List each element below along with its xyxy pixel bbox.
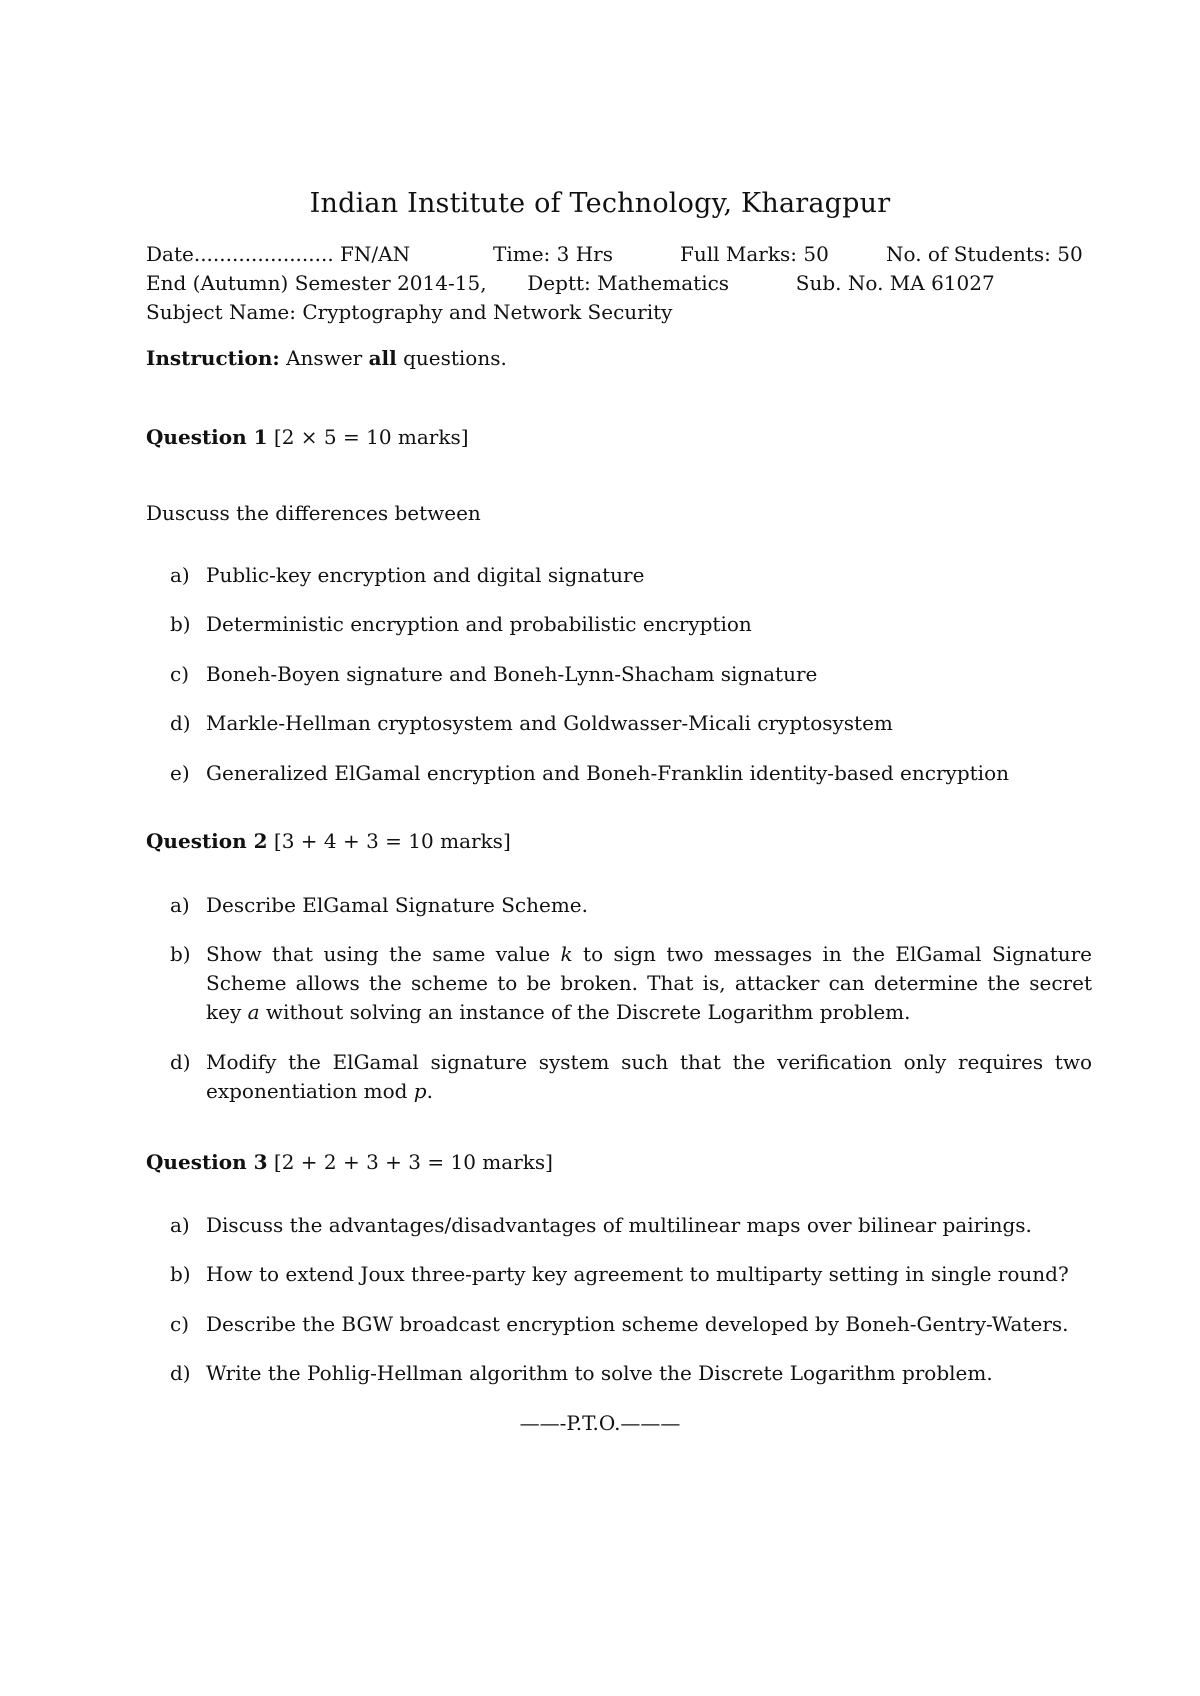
semester: End (Autumn) Semester 2014-15, xyxy=(146,271,487,295)
question-1-intro: Duscuss the differences between xyxy=(146,501,481,525)
institute-title: Indian Institute of Technology, Kharagpur xyxy=(309,188,891,219)
question-2-marks: [3 + 4 + 3 = 10 marks] xyxy=(273,829,511,853)
pto-footer: ——-P.T.O.——— xyxy=(519,1411,681,1435)
question-1-title: Question 1 xyxy=(146,425,268,449)
subject-number: Sub. No. MA 61027 xyxy=(795,271,995,295)
question-1-marks: [2 × 5 = 10 marks] xyxy=(273,425,469,449)
full-marks: Full Marks: 50 xyxy=(680,242,829,266)
instruction-label: Instruction: xyxy=(146,346,280,370)
instruction: Instruction: Answer all questions. xyxy=(146,346,507,370)
duration: Time: 3 Hrs xyxy=(493,242,613,266)
date-field: Date...................... FN/AN xyxy=(146,242,411,266)
question-3-heading xyxy=(146,1150,553,1174)
question-2-title: Question 2 xyxy=(146,829,268,853)
department: Deptt: Mathematics xyxy=(527,271,730,295)
student-count: No. of Students: 50 xyxy=(886,242,1083,266)
exam-meta-row-2 xyxy=(146,271,995,295)
question-3-marks: [2 + 2 + 3 + 3 = 10 marks] xyxy=(273,1150,553,1174)
exam-page: Indian Institute of Technology, Kharagpur Date...................... FN/AN Time: 3 Hrs Full Marks: 50 No. of Students: 50 End (Autumn) Semester 2014-15, Deptt: Mathematics Sub. No. MA 61027 Subject Name: Cryptography and Network Security Instruction: Answer all questions. Question 1 [2 × 5 = 10 marks] Duscuss the differences between a) Public-key encryption and digital signature b) Deterministic encryption and probabilistic encryption c) Boneh-Boyen signature and Boneh-Lynn-Shacham signature d) Markle-Hellman cryptosystem and Goldwasser-Micali cryptosystem e) Generalized ElGamal encryption and Boneh-Franklin identity-based encryption Question 2 [3 + 4 + 3 = 10 marks] a) Describe ElGamal Signature Scheme. b) Show that using the same value k to sign two messages in the ElGamal Signature Scheme allows the scheme to be broken. That is, attacker can determine the secret key a without solving an instance of the Discrete Logarithm problem. d) Modify the ElGamal signature system such that the verification only requires two exponentiation mod p. Question 3 [2 + 2 + 3 + 3 = 10 marks] a) Discuss the advantages/disadvantages of multilinear maps over bilinear pairings. b) How to extend Joux three-party key agreement to multiparty setting in single round? c) Describe the BGW broadcast encryption scheme developed by Boneh-Gentry-Waters. d) Write the Pohlig-Hellman algorithm to solve the Discrete Logarithm problem. ——-P.T.O.——— xyxy=(0,0,1200,1696)
question-3-title: Question 3 xyxy=(146,1150,268,1174)
question-1-heading xyxy=(146,425,469,449)
question-2-heading xyxy=(146,829,511,853)
subject-name: Subject Name: Cryptography and Network Security xyxy=(146,300,673,324)
